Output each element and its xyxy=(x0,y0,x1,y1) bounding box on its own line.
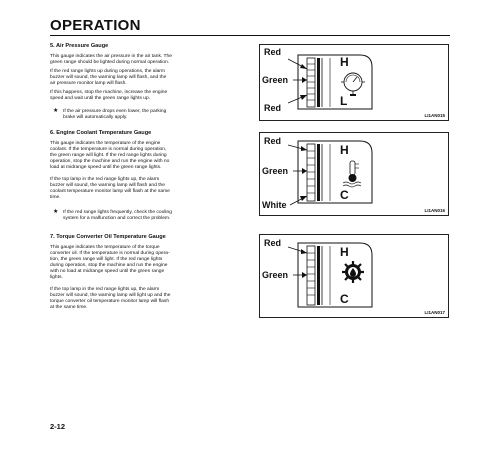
section-5-paragraph-2: If the red range lights up during operations, the alarm buzzer will sound, the warning lamp will flash, and the air pressure monitor lamp will flash. xyxy=(50,69,167,87)
figure-code: LI1AN015 xyxy=(424,113,445,118)
section-5-paragraph-3: If this happens, stop the machine, increase the engine speed and wait until the green range lights up. xyxy=(50,90,168,102)
coolant-thermometer-icon xyxy=(343,161,361,187)
section-6-paragraph-1: This gauge indicates the temperature of the engine coolant. If the temperature is normal during operation, the green range will light. If the red range lights during operation, stop the machine and run the engine with no load at midrange speed until the green range lights. xyxy=(50,141,170,171)
torque-converter-oil-icon xyxy=(342,261,364,283)
section-7-paragraph-2: If the top lamp in the red range lights up, the alarm buzzer will sound, the warning lamp will light up and the torque converter oil temperature monitor lamp will flash at the same time. xyxy=(50,287,171,311)
gauge-high-mark: H xyxy=(340,245,349,259)
gauge-label-green: Green xyxy=(262,270,289,280)
title-rule xyxy=(50,35,450,36)
gauge-high-mark: H xyxy=(340,143,349,157)
gauge-label-red: Red xyxy=(264,238,282,248)
section-7-heading: 7. Torque Converter Oil Temperature Gauge xyxy=(50,234,166,240)
section-6-heading: 6. Engine Coolant Temperature Gauge xyxy=(50,130,152,136)
gauge-label-white: White xyxy=(262,200,287,210)
figure-code: LI1AN016 xyxy=(424,208,445,213)
section-5-heading: 5. Air Pressure Gauge xyxy=(50,43,109,49)
coolant-temperature-gauge-figure xyxy=(259,132,449,216)
page-title: OPERATION xyxy=(50,17,141,34)
note-star-icon: ★ xyxy=(53,108,59,114)
gauge-label-red-top: Red xyxy=(264,47,282,57)
section-6-note: ★ If the red range lights frequently, check the cooling system for a malfunction and correct the problem. xyxy=(53,209,172,222)
gauge-label-green: Green xyxy=(262,166,289,176)
torque-converter-oil-temperature-gauge-figure xyxy=(259,234,449,318)
section-7-paragraph-1: This gauge indicates the temperature of the torque converter oil. If the temperature is normal during opera- tion, the green range will light. If the red range lights during operation, stop the machine and run the engine with no load at midrange speed until the green range lights. xyxy=(50,245,170,281)
gauge-high-mark: H xyxy=(340,55,349,69)
gauge-low-mark: L xyxy=(340,94,348,108)
gauge-label-red-bottom: Red xyxy=(264,103,282,113)
figure-code: LI1AN017 xyxy=(424,310,445,315)
section-5-note: ★ If the air pressure drops even lower, the parking brake will automatically apply. xyxy=(53,108,167,121)
page-number: 2-12 xyxy=(50,422,66,431)
air-pressure-gauge-figure xyxy=(259,44,449,121)
note-star-icon: ★ xyxy=(53,209,59,215)
gauge-low-mark: C xyxy=(340,292,349,306)
gauge-low-mark: C xyxy=(340,188,349,202)
gauge-label-red: Red xyxy=(264,136,282,146)
air-pressure-gauge-drawing xyxy=(260,45,448,120)
torque-converter-gauge-drawing xyxy=(260,235,448,317)
gauge-label-green: Green xyxy=(262,75,289,85)
coolant-temperature-gauge-drawing xyxy=(260,133,448,215)
section-6-paragraph-2: If the top lamp in the red range lights up, the alarm buzzer will sound, the warning lamp will flash and the coolant temperature monitor lamp will flash at the same time. xyxy=(50,177,170,201)
section-5-paragraph-1: This gauge indicates the air pressure in the air tank. The green range should be lighted during normal operation. xyxy=(50,54,172,66)
